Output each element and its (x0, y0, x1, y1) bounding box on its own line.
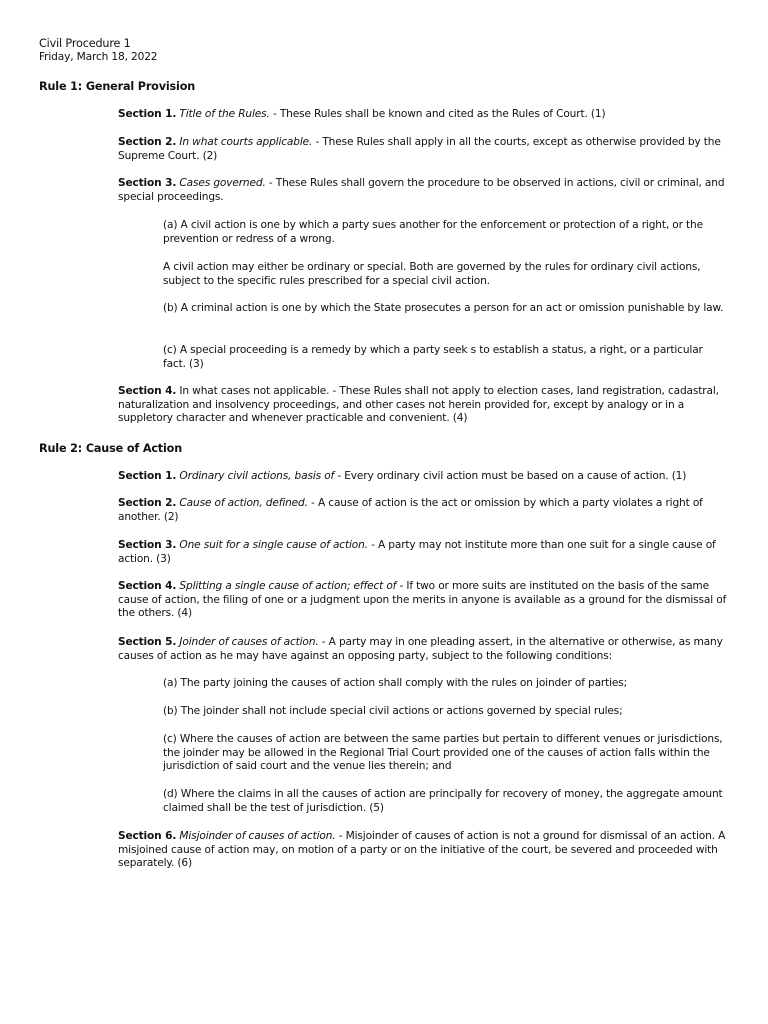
rule-1-section-3-c: (c) A special proceeding is a remedy by which a party seek s to establish a status, a right, or a particular fact. (3) (163, 344, 703, 370)
section-title: Misjoinder of causes of action. (179, 830, 336, 842)
section-number: Section 1. (118, 108, 177, 120)
rule-1-section-1 (118, 108, 728, 122)
section-title: Joinder of causes of action. (179, 636, 319, 648)
section-number: Section 4. (118, 385, 177, 397)
section-number: Section 6. (118, 830, 177, 842)
rule-1-section-3-a-cont: A civil action may either be ordinary or special. Both are governed by the rules for ordinary civil actions, subject to the specific rules prescribed for a special civil action. (163, 261, 701, 287)
section-number: Section 1. (118, 470, 177, 482)
rule-2-section-5-a: (a) The party joining the causes of action shall comply with the rules on joinder of parties; (163, 677, 628, 689)
document-header (39, 37, 157, 64)
section-title: In what courts applicable. (179, 136, 313, 148)
rule-1-section-4 (118, 385, 728, 426)
rule-2-section-3 (118, 539, 728, 566)
section-text: - Every ordinary civil action must be based on a cause of action. (1) (334, 470, 687, 482)
section-text: In what cases not applicable. - These Rules shall not apply to election cases, land registration, cadastral, naturalization and insolvency proceedings, and other cases not herein provided for, except by analogy or in a suppletory character and whenever practicable and convenient. (4) (118, 385, 719, 425)
rule-1-section-2 (118, 136, 728, 163)
rule-1-section-3-b: (b) A criminal action is one by which the State prosecutes a person for an act or omission punishable by law. (163, 302, 724, 314)
section-text: - If two or more suits are instituted on the basis of the same cause of action, the filing of one or a judgment upon the merits in anyone is available as a ground for the dismissal of the others. (4) (118, 580, 727, 620)
document-date: Friday, March 18, 2022 (39, 50, 158, 63)
rule-2-section-5-c: (c) Where the causes of action are between the same parties but pertain to different venues or jurisdictions, the joinder may be allowed in the Regional Trial Court provided one of the causes of action falls within the jurisdiction of said court and the venue lies therein; and (163, 733, 723, 773)
rule-1-heading: Rule 1: General Provision (39, 80, 196, 93)
section-number: Section 2. (118, 497, 177, 509)
section-number: Section 3. (118, 177, 177, 189)
section-title: Cause of action, defined. (179, 497, 308, 509)
section-title: Splitting a single cause of action; effect of (179, 580, 397, 592)
rule-2-section-5-b: (b) The joinder shall not include special civil actions or actions governed by special rules; (163, 705, 623, 717)
section-text: - These Rules shall be known and cited as the Rules of Court. (1) (269, 108, 606, 120)
section-number: Section 2. (118, 136, 177, 148)
rule-2-section-5-d: (d) Where the claims in all the causes of action are principally for recovery of money, the aggregate amount claimed shall be the test of jurisdiction. (5) (163, 788, 723, 814)
section-number: Section 5. (118, 636, 177, 648)
section-title: Ordinary civil actions, basis of (179, 470, 335, 482)
section-text: - A party may not institute more than one suit for a single cause of action. (3) (118, 539, 716, 565)
rule-1-section-3-a: (a) A civil action is one by which a party sues another for the enforcement or protection of a right, or the prevention or redress of a wrong. (163, 219, 703, 245)
section-number: Section 4. (118, 580, 177, 592)
section-number: Section 3. (118, 539, 177, 551)
rule-2-section-5 (118, 636, 728, 663)
rule-2-section-1 (118, 470, 728, 484)
section-text: - These Rules shall govern the procedure to be observed in actions, civil or criminal, and special proceedings. (118, 177, 725, 203)
section-title: Title of the Rules. (179, 108, 270, 120)
rule-2-section-2 (118, 497, 728, 524)
rule-2-section-4 (118, 580, 728, 621)
section-text: - Misjoinder of causes of action is not a ground for dismissal of an action. A misjoined cause of action may, on motion of a party or on the initiative of the court, be severed and proceeded with separately. (6) (118, 830, 726, 870)
rule-1-section-3 (118, 177, 728, 204)
rule-2-section-6 (118, 830, 728, 871)
section-title: One suit for a single cause of action. (179, 539, 368, 551)
rule-2-heading: Rule 2: Cause of Action (39, 442, 183, 455)
section-title: Cases governed. (179, 177, 266, 189)
section-text: - These Rules shall apply in all the courts, except as otherwise provided by the Supreme Court. (2) (118, 136, 721, 162)
course-title: Civil Procedure 1 (39, 37, 131, 50)
section-text: - A party may in one pleading assert, in the alternative or otherwise, as many causes of action as he may have against an opposing party, subject to the following conditions: (118, 636, 723, 662)
section-text: - A cause of action is the act or omission by which a party violates a right of another. (2) (118, 497, 703, 523)
